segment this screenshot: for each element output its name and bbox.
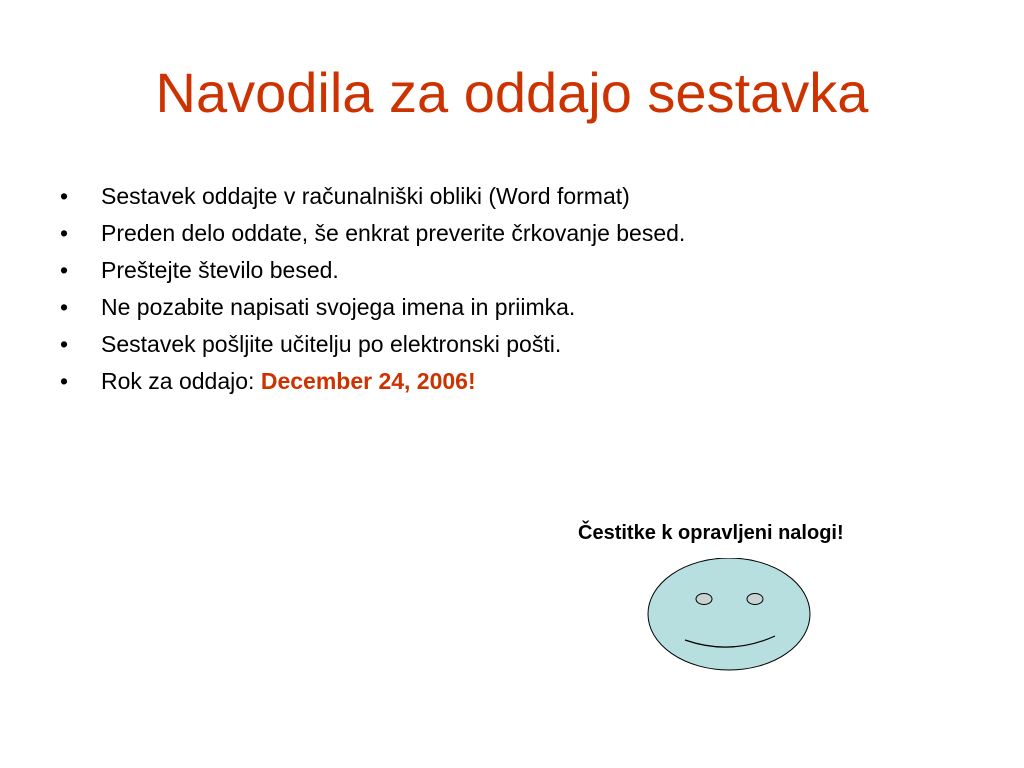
smiley-right-eye: [747, 594, 763, 605]
bullet-text: Rok za oddajo:: [101, 368, 261, 394]
bullet-text: Sestavek oddajte v računalniški obliki (Word format): [101, 183, 630, 209]
list-item: [60, 256, 780, 284]
list-item: [60, 182, 780, 210]
bullet-text: Preštejte število besed.: [101, 257, 339, 283]
list-item: [60, 330, 780, 358]
bullet-icon: •: [60, 220, 69, 246]
congratulations-text: Čestitke k opravljeni nalogi!: [578, 522, 844, 544]
smiley-face-icon: [645, 558, 815, 678]
bullet-icon: •: [60, 257, 69, 283]
list-item: [60, 367, 780, 395]
bullet-icon: •: [60, 331, 69, 357]
bullet-icon: •: [60, 294, 69, 320]
smiley-face: [648, 558, 810, 670]
bullet-text: Ne pozabite napisati svojega imena in priimka.: [101, 294, 576, 320]
bullet-icon: •: [60, 368, 69, 394]
list-item: [60, 219, 741, 247]
list-item: [60, 293, 780, 321]
bullet-text: Preden delo oddate, še enkrat preverite črkovanje besed.: [101, 220, 686, 246]
slide-title: Navodila za oddajo sestavka: [155, 61, 869, 124]
bullet-text: Sestavek pošljite učitelju po elektronski pošti.: [101, 331, 562, 357]
deadline-date: December 24, 2006!: [260, 368, 476, 394]
smiley-left-eye: [696, 594, 712, 605]
bullet-icon: •: [60, 183, 69, 209]
instruction-list: [60, 182, 780, 404]
